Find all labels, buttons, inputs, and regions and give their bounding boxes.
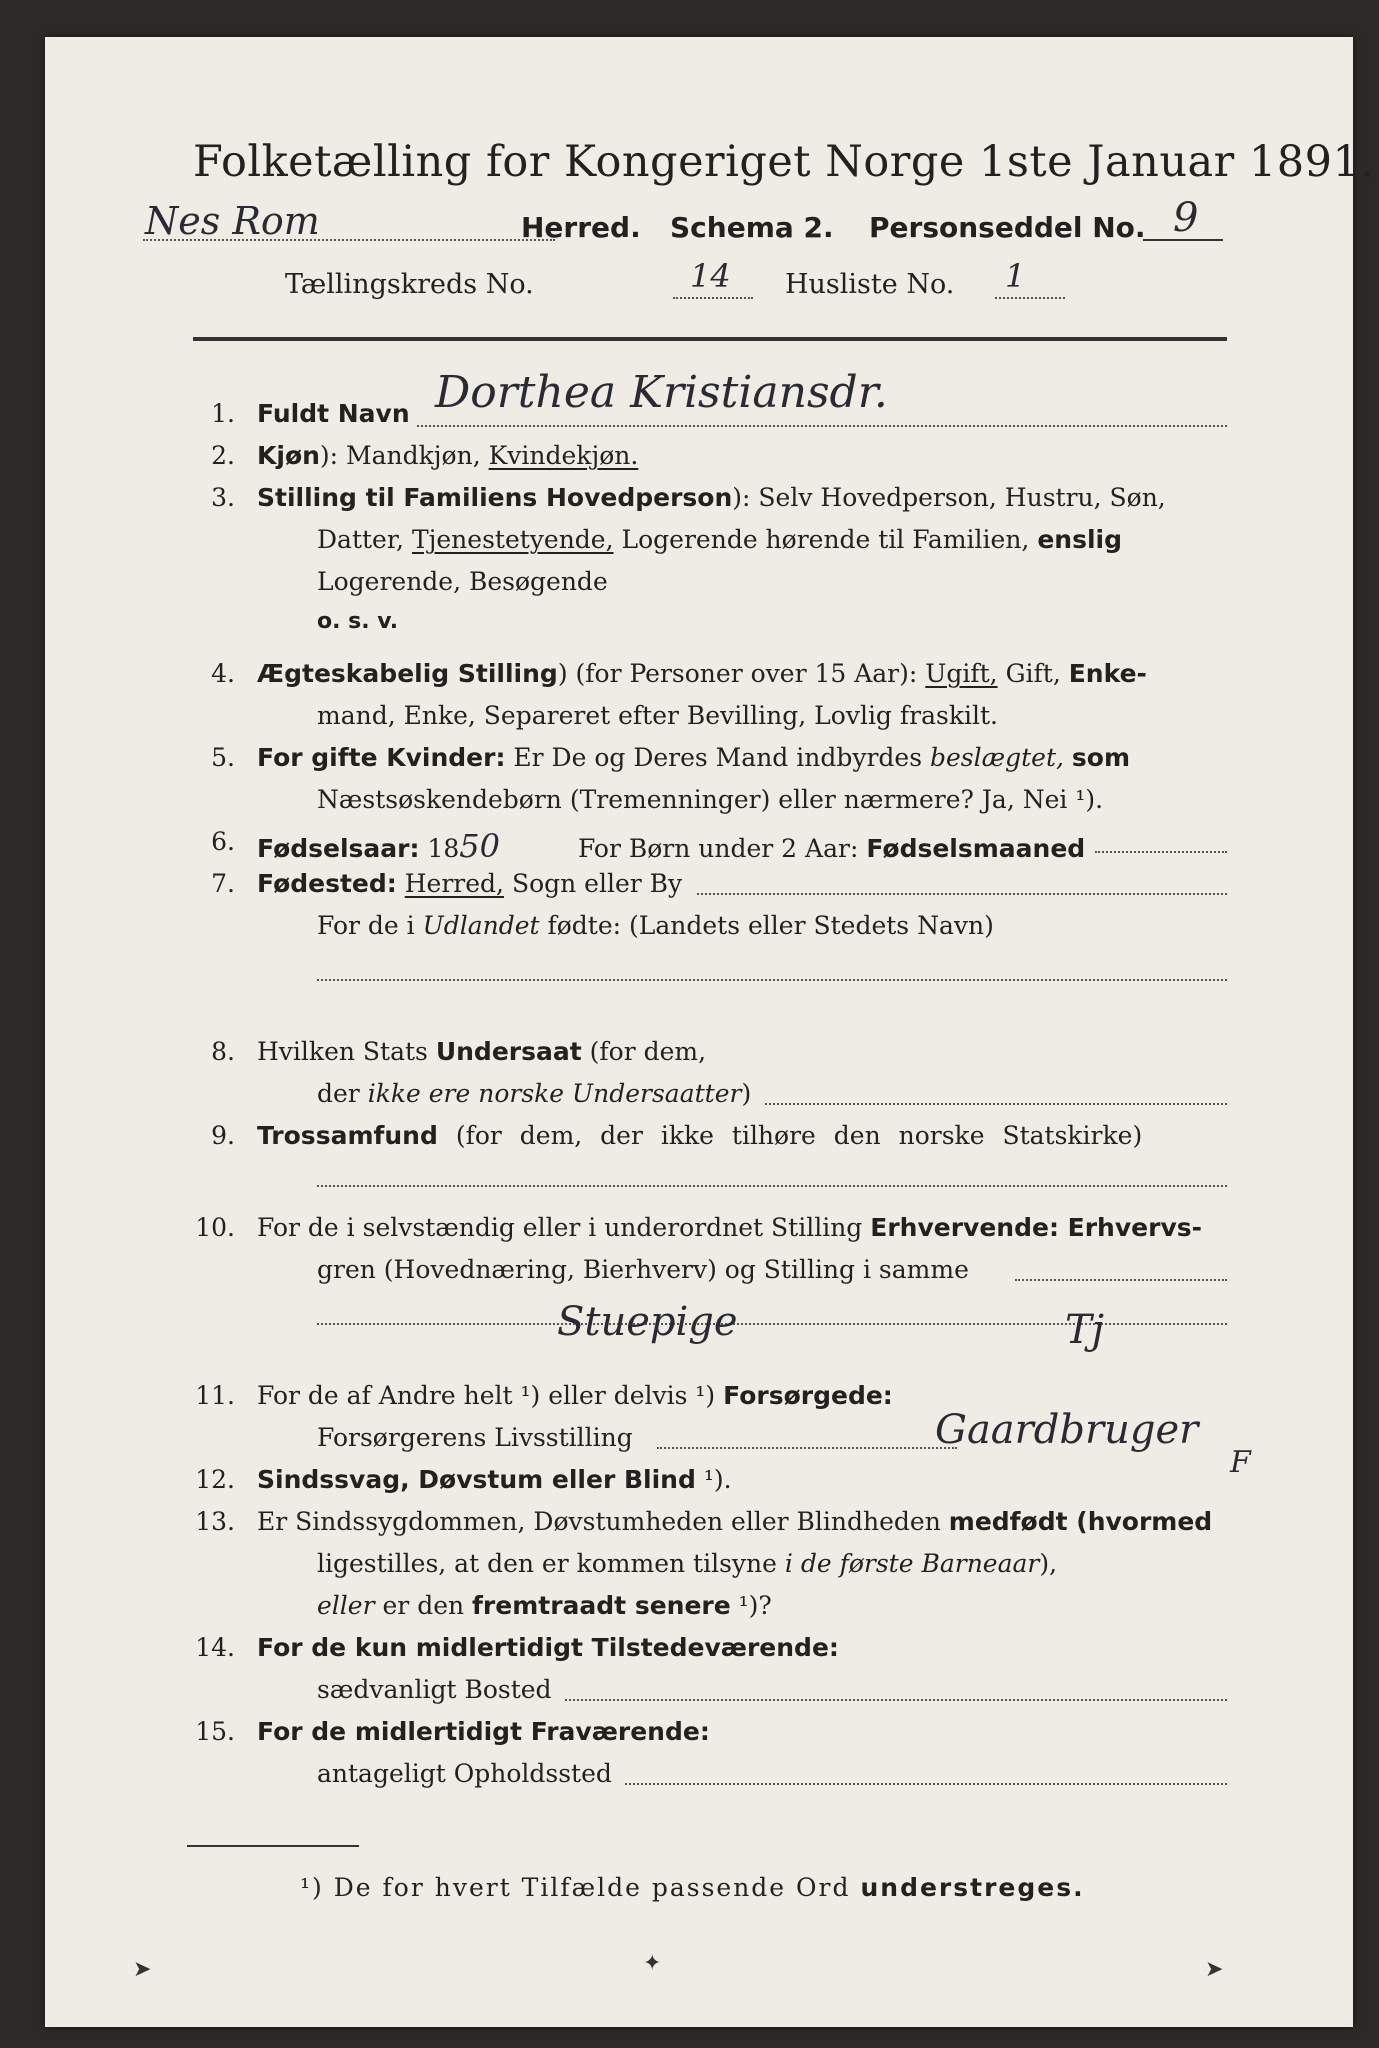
item-11-dotted-line xyxy=(657,1447,957,1449)
husliste-value: 1 xyxy=(1005,257,1026,295)
item-15-line-2: antageligt Opholdssted xyxy=(317,1759,612,1788)
item-7-line2-ital: Udlandet xyxy=(422,911,540,940)
item-8-number: 8. xyxy=(211,1037,235,1066)
item-8-line-1 xyxy=(257,1037,706,1066)
form-title: Folketælling for Kongeriget Norge 1ste Januar 1891. xyxy=(193,137,1375,187)
item-7-number: 7. xyxy=(211,869,235,898)
item-3-line1-rest: ): Selv Hovedperson, Hustru, Søn, xyxy=(732,483,1166,512)
occupation-value: Stuepige xyxy=(557,1299,738,1345)
registration-mark-left: ➤ xyxy=(133,1957,152,1982)
item-6-dotted-line xyxy=(1095,851,1227,853)
herred-dotted-line xyxy=(143,239,555,241)
item-12-number: 12. xyxy=(195,1465,235,1494)
item-5-label: For gifte Kvinder: xyxy=(257,743,506,772)
item-4-line-1 xyxy=(257,659,1147,688)
schema-label: Schema 2. xyxy=(670,211,834,244)
item-11-line1-bold: Forsørgede: xyxy=(723,1381,893,1410)
item-5-line-1 xyxy=(257,743,1130,772)
item-1-dotted-line xyxy=(417,425,1227,427)
husliste-label: Husliste No. xyxy=(785,269,955,300)
item-2-chosen: Kvindekjøn. xyxy=(488,441,639,470)
item-7-line-1 xyxy=(257,869,682,898)
item-11-number: 11. xyxy=(195,1381,235,1410)
item-3-line2-bold: enslig xyxy=(1037,525,1123,554)
item-8-line-2 xyxy=(317,1079,751,1108)
item-5-ital: beslægtet, xyxy=(930,743,1064,772)
item-10-line1-a: For de i selvstændig eller i underordnet Stilling xyxy=(257,1213,863,1242)
item-11-line-2: Forsørgerens Livsstilling xyxy=(317,1423,633,1452)
footnote-bold: understreges. xyxy=(860,1873,1085,1902)
item-3-number: 3. xyxy=(211,483,235,512)
item-10-number: 10. xyxy=(195,1213,235,1242)
item-14-line-2: sædvanligt Bosted xyxy=(317,1675,552,1704)
item-9-rest: (for dem, der ikke tilhøre den norske Statskirke) xyxy=(455,1121,1143,1150)
personseddel-value: 9 xyxy=(1173,195,1199,241)
item-8-line1-b: (for dem, xyxy=(589,1037,707,1066)
personseddel-label: Personseddel No. xyxy=(869,211,1146,244)
item-9-label: Trossamfund xyxy=(257,1121,438,1150)
item-8-line1-a: Hvilken Stats xyxy=(257,1037,428,1066)
item-6-line xyxy=(257,827,1085,865)
item-3-chosen: Tjenestetyende, xyxy=(411,525,614,554)
item-13-line2-a: ligestilles, at den er kommen tilsyne xyxy=(317,1549,777,1578)
item-13-line-1 xyxy=(257,1507,1212,1536)
item-12-label: Sindssvag, Døvstum eller Blind xyxy=(257,1465,696,1494)
item-13-line3-ital: eller xyxy=(317,1591,375,1620)
item-14-label: For de kun midlertidigt Tilstedeværende: xyxy=(257,1633,839,1662)
item-6-rest: For Børn under 2 Aar: xyxy=(577,834,859,863)
item-3-line-2 xyxy=(317,525,1122,554)
item-9-number: 9. xyxy=(211,1121,235,1150)
item-7-chosen: Herred, xyxy=(404,869,504,898)
item-3-line-4: o. s. v. xyxy=(317,609,399,634)
item-6-label: Fødselsaar: xyxy=(257,834,420,863)
item-2-number: 2. xyxy=(211,441,235,470)
item-9-line xyxy=(257,1121,1142,1150)
item-10-dotted-line-1 xyxy=(1015,1279,1227,1281)
kreds-label: Tællingskreds No. xyxy=(285,269,534,300)
item-11-line-1 xyxy=(257,1381,893,1410)
registration-mark-center: ✦ xyxy=(643,1951,662,1976)
footnote-marker: ¹) xyxy=(300,1873,324,1902)
item-13-line1-bold: medfødt (hvormed xyxy=(948,1507,1213,1536)
footnote xyxy=(300,1873,1085,1902)
item-6-bold-end: Fødselsmaaned xyxy=(866,834,1086,863)
item-4-line-2: mand, Enke, Separeret efter Bevilling, Lovlig fraskilt. xyxy=(317,701,998,730)
item-4-rest-bold: Enke- xyxy=(1068,659,1147,688)
item-13-line-2 xyxy=(317,1549,1057,1578)
item-4-label: Ægteskabelig Stilling xyxy=(257,659,558,688)
item-6-prefix: 18 xyxy=(427,834,460,863)
item-7-blank-line xyxy=(317,979,1227,981)
provider-occupation-value: Gaardbruger xyxy=(935,1407,1199,1453)
full-name-value: Dorthea Kristiansdr. xyxy=(435,367,888,418)
item-5-number: 5. xyxy=(211,743,235,772)
provider-code-mark: F xyxy=(1230,1445,1251,1480)
husliste-dotted-line xyxy=(995,297,1065,299)
item-13-line3-a: er den xyxy=(382,1591,465,1620)
item-12-line xyxy=(257,1465,732,1494)
item-7-dotted-line xyxy=(697,893,1227,895)
census-form-sheet xyxy=(45,37,1375,2027)
item-5-bold-end: som xyxy=(1071,743,1131,772)
footnote-text: De for hvert Tilfælde passende Ord xyxy=(333,1873,851,1902)
item-7-line2-a: For de i xyxy=(317,911,415,940)
item-11-line1-a: For de af Andre helt ¹) eller delvis ¹) xyxy=(257,1381,716,1410)
item-14-number: 14. xyxy=(195,1633,235,1662)
item-3-line-3: Logerende, Besøgende xyxy=(317,567,608,596)
item-8-line2-b: ) xyxy=(741,1079,752,1108)
kreds-dotted-line xyxy=(673,297,753,299)
item-15-dotted-line xyxy=(625,1783,1227,1785)
item-7-line2-b: fødte: (Landets eller Stedets Navn) xyxy=(547,911,994,940)
item-2-rest: ): Mandkjøn, xyxy=(319,441,481,470)
item-10-line1-bold: Erhvervende: Erhvervs- xyxy=(870,1213,1202,1242)
item-14-dotted-line xyxy=(565,1699,1227,1701)
item-13-line3-bold: fremtraadt senere xyxy=(472,1591,731,1620)
item-10-line-1 xyxy=(257,1213,1202,1242)
item-8-dotted-line xyxy=(765,1103,1227,1105)
item-10-line-2: gren (Hovednæring, Bierhverv) og Stilling i samme xyxy=(317,1255,969,1284)
item-7-label: Fødested: xyxy=(257,869,397,898)
birth-year-value: 50 xyxy=(459,827,500,865)
item-13-number: 13. xyxy=(195,1507,235,1536)
item-2-label: Kjøn xyxy=(257,441,320,470)
item-2-line xyxy=(257,441,638,470)
footnote-rule xyxy=(187,1845,359,1847)
item-8-line2-ital: ikke ere norske Undersaatter xyxy=(367,1079,742,1108)
herred-label: Herred. xyxy=(521,211,641,244)
item-12-rest: ¹). xyxy=(703,1465,732,1494)
item-15-number: 15. xyxy=(195,1717,235,1746)
item-8-line1-bold: Undersaat xyxy=(435,1037,582,1066)
item-7-rest: Sogn eller By xyxy=(511,869,683,898)
item-8-line2-a: der xyxy=(317,1079,360,1108)
item-6-number: 6. xyxy=(211,827,235,856)
item-13-line2-b: ), xyxy=(1039,1549,1058,1578)
item-3-line2-a: Datter, xyxy=(317,525,404,554)
registration-mark-right: ➤ xyxy=(1205,1957,1224,1982)
item-15-label: For de midlertidigt Fraværende: xyxy=(257,1717,710,1746)
item-13-line2-ital: i de første Barneaar xyxy=(784,1549,1040,1578)
herred-handwritten: Nes Rom xyxy=(145,199,320,243)
item-1-label: Fuldt Navn xyxy=(257,399,410,428)
item-4-rest-a: ) (for Personer over 15 Aar): xyxy=(557,659,918,688)
item-13-line1-a: Er Sindssygdommen, Døvstumheden eller Blindheden xyxy=(257,1507,941,1536)
item-4-rest-b: Gift, xyxy=(1005,659,1061,688)
item-5-line-2: Næstsøskendebørn (Tremenninger) eller nærmere? Ja, Nei ¹). xyxy=(317,785,1104,814)
occupation-code-mark: Tj xyxy=(1065,1307,1105,1353)
item-4-number: 4. xyxy=(211,659,235,688)
header-rule xyxy=(193,337,1227,341)
item-1-number: 1. xyxy=(211,399,235,428)
item-3-line-1 xyxy=(257,483,1166,512)
personseddel-underline xyxy=(1143,239,1223,241)
kreds-value: 14 xyxy=(690,257,731,295)
item-3-label: Stilling til Familiens Hovedperson xyxy=(257,483,733,512)
item-5-rest: Er De og Deres Mand indbyrdes xyxy=(513,743,923,772)
item-3-line2-b: Logerende hørende til Familien, xyxy=(621,525,1030,554)
item-13-line3-b: ¹)? xyxy=(738,1591,772,1620)
item-13-line-3 xyxy=(317,1591,772,1620)
item-9-blank-line xyxy=(317,1185,1227,1187)
item-7-line-2 xyxy=(317,911,994,940)
item-4-chosen: Ugift, xyxy=(925,659,998,688)
